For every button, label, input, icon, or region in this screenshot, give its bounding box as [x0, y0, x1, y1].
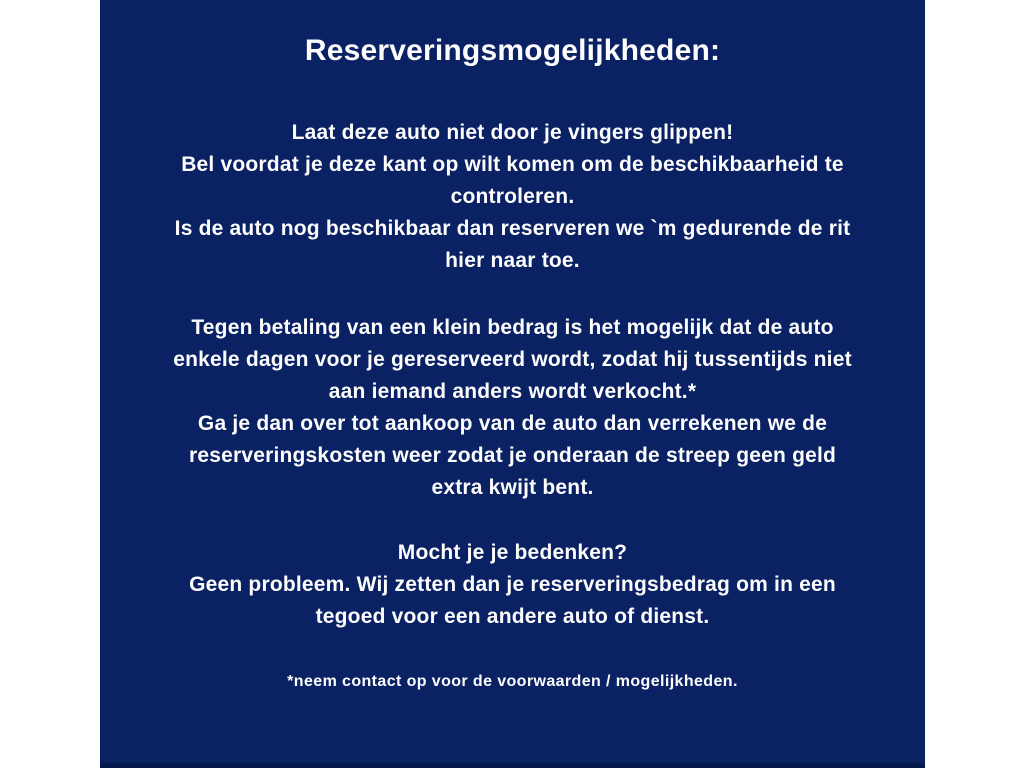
page-title: Reserveringsmogelijkheden:: [304, 34, 721, 67]
footnote-conditions: *neem contact op voor de voorwaarden / mogelijkheden.: [287, 673, 738, 690]
paragraph-urgency: [100, 117, 925, 277]
text-line: enkele dagen voor je gereserveerd wordt, zodat hij tussentijds niet: [173, 348, 852, 371]
text-line: extra kwijt bent.: [431, 476, 594, 499]
text-line: tegoed voor een andere auto of dienst.: [315, 605, 710, 628]
text-line: Mocht je je bedenken?: [397, 541, 628, 564]
text-line: aan iemand anders wordt verkocht.*: [328, 380, 697, 403]
text-line: Is de auto nog beschikbaar dan reserveren we `m gedurende de rit: [174, 217, 851, 240]
text-line: reserveringskosten weer zodat je onderaan de streep geen geld: [188, 444, 837, 467]
text-line: Geen probleem. Wij zetten dan je reserveringsbedrag om in een: [189, 573, 836, 596]
text-line: Tegen betaling van een klein bedrag is het mogelijk dat de auto: [191, 316, 834, 339]
text-line: Bel voordat je deze kant op wilt komen om de beschikbaarheid te: [181, 153, 844, 176]
paragraph-reservation-terms: [100, 312, 925, 504]
text-line: hier naar toe.: [445, 249, 580, 272]
reservation-info-panel: [100, 0, 925, 768]
text-line: Laat deze auto niet door je vingers glippen!: [291, 121, 734, 144]
text-line: Ga je dan over tot aankoop van de auto dan verrekenen we de: [197, 412, 828, 435]
paragraph-change-of-mind: [100, 537, 925, 633]
text-line: controleren.: [450, 185, 575, 208]
